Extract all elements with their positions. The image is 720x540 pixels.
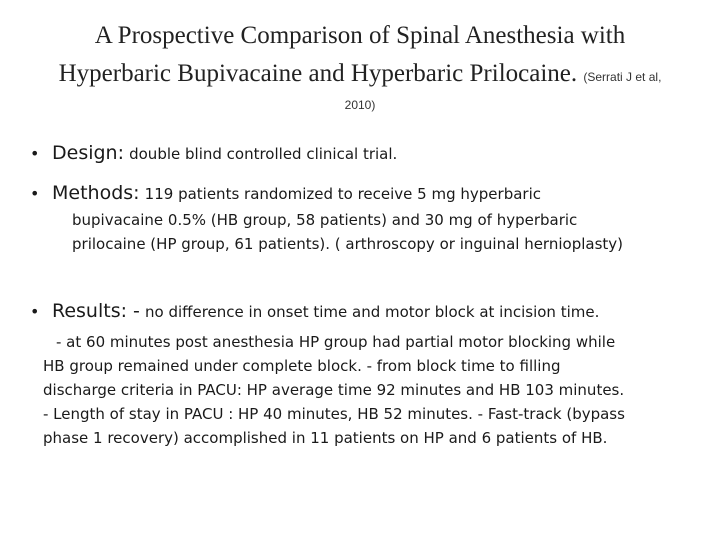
- methods-label: Methods: [52, 182, 134, 204]
- bullet-marker: •: [30, 184, 40, 203]
- title-text-1: A Prospective Comparison of Spinal Anesthesia with: [94, 22, 626, 49]
- title-line-2: [10, 60, 710, 88]
- methods-colon: :: [133, 182, 140, 204]
- citation-part-2: 2010): [344, 98, 376, 112]
- methods-line-2: bupivacaine 0.5% (HB group, 58 patients) and 30 mg of hyperbaric: [72, 211, 578, 229]
- title-line-1: [20, 22, 700, 50]
- bullet-marker: •: [30, 144, 40, 163]
- results-line-6: phase 1 recovery) accomplished in 11 patients on HP and 6 patients of HB.: [43, 429, 608, 447]
- citation-part-1: (Serrati J et al,: [583, 70, 662, 84]
- results-text: no difference in onset time and motor block at incision time.: [145, 303, 600, 321]
- bullet-methods: [30, 182, 541, 204]
- results-label: Results: -: [52, 300, 140, 322]
- design-text: double blind controlled clinical trial.: [129, 145, 398, 163]
- design-label: Design: [52, 142, 118, 164]
- bullet-design: [30, 142, 397, 164]
- results-line-4: discharge criteria in PACU: HP average time 92 minutes and HB 103 minutes.: [43, 381, 625, 399]
- results-line-2: - at 60 minutes post anesthesia HP group had partial motor blocking while: [56, 333, 616, 351]
- title-text-2: Hyperbaric Bupivacaine and Hyperbaric Prilocaine.: [58, 60, 578, 87]
- methods-text: 119 patients randomized to receive 5 mg hyperbaric: [144, 185, 541, 203]
- results-line-5: - Length of stay in PACU : HP 40 minutes, HB 52 minutes. - Fast-track (bypass: [43, 405, 625, 423]
- design-colon: :: [117, 142, 125, 164]
- bullet-results: [30, 300, 599, 322]
- results-line-3: HB group remained under complete block. - from block time to filling: [43, 357, 561, 375]
- bullet-marker: •: [30, 302, 40, 321]
- methods-line-3: prilocaine (HP group, 61 patients). ( arthroscopy or inguinal hernioplasty): [72, 235, 623, 253]
